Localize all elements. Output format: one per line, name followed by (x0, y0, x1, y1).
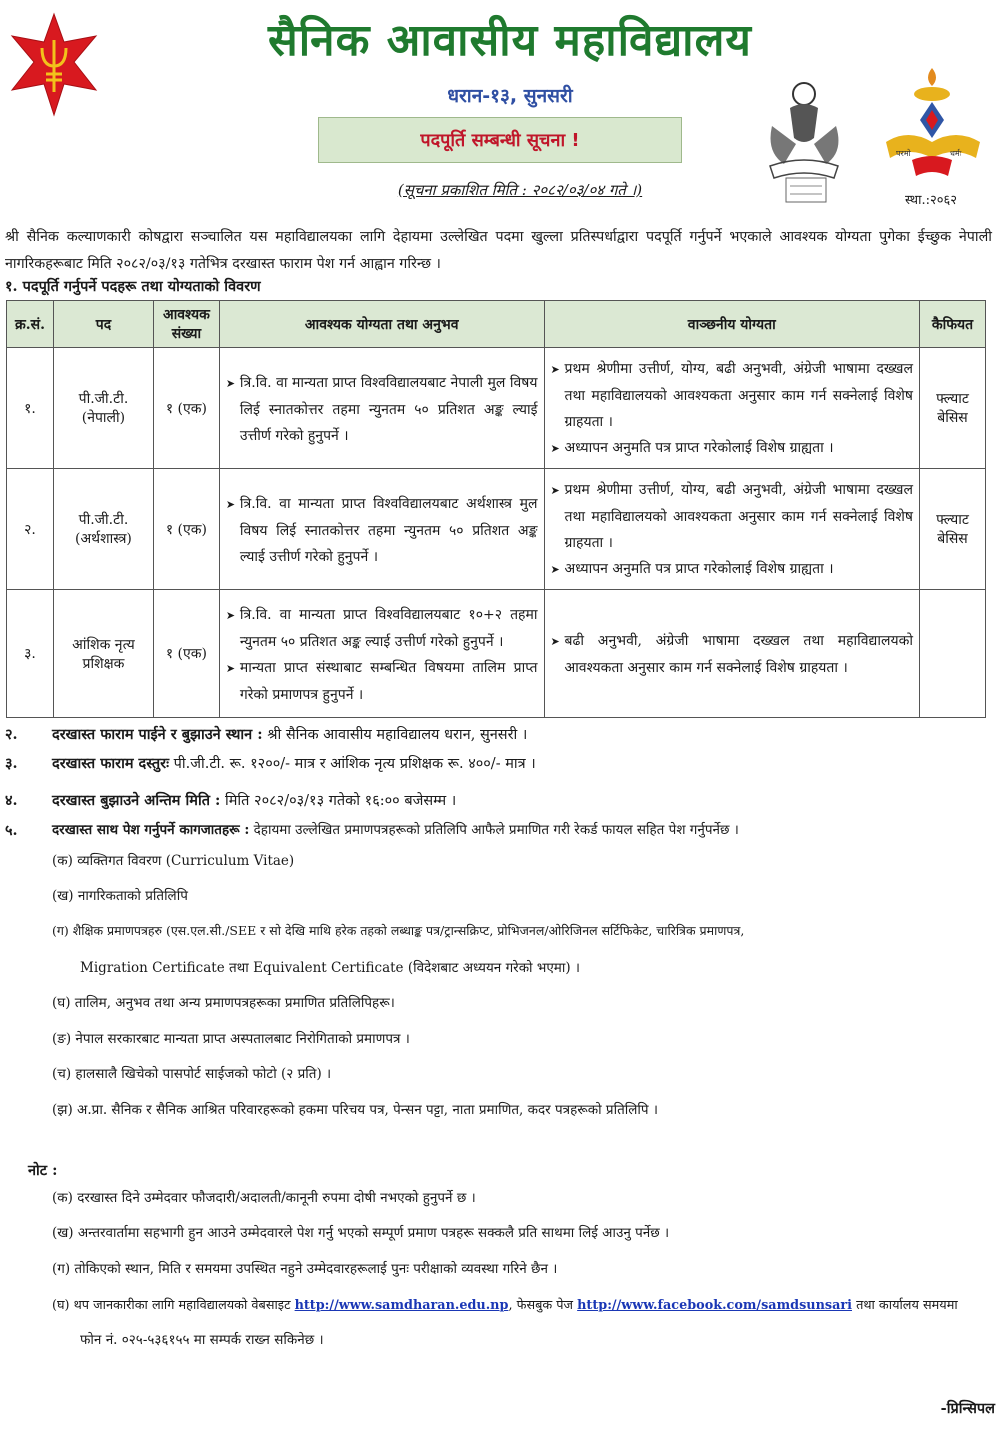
nepal-army-star-logo (8, 12, 100, 117)
document-item: (ग) शैक्षिक प्रमाणपत्रहरु (एस.एल.सी./SEE र सो देखि माथि हरेक तहको लब्धाङ्क पत्र/ट्रान्सक्रिप्ट, प्रोभिजनल/ओरिजिनल सर्टिफिकेट, चारित्रिक प्रमाणपत्र, (52, 923, 745, 938)
item-number: २. (5, 726, 18, 743)
cell-preferred (544, 469, 920, 590)
table-row (7, 348, 986, 469)
cell-preferred (544, 348, 920, 469)
note-item-continued: फोन नं. ०२५-५३६१५५ मा सम्पर्क राख्न सकिनेछ । (80, 1332, 324, 1348)
item-label: दरखास्त फाराम दस्तुरः (52, 755, 170, 772)
header-remarks: कैफियत (920, 301, 986, 348)
page-title: सैनिक आवासीय महाविद्यालय (268, 15, 752, 66)
cell-post: पी.जी.टी. (अर्थशास्त्र) (53, 469, 153, 590)
cell-count: १ (एक) (153, 590, 219, 718)
notice-title-box (318, 117, 682, 163)
cell-post: आंशिक नृत्य प्रशिक्षक (53, 590, 153, 718)
header-sn: क्र.सं. (7, 301, 54, 348)
item-text: श्री सैनिक आवासीय महाविद्यालय धरान, सुनसरी । (262, 727, 528, 743)
item-text: मिति २०८२/०३/१३ गतेको १६:०० बजेसम्म । (220, 793, 457, 809)
item-text: देहायमा उल्लेखित प्रमाणपत्रहरूको प्रतिलिपि आफैले प्रमाणित गरी रेकर्ड फायल सहित पेश गर्नुपर्नेछ । (249, 822, 739, 838)
published-date: (सूचना प्रकाशित मिति : २०८२/०३/०४ गते ।) (397, 181, 643, 199)
vacancy-table (6, 300, 986, 718)
established-year: स्था.:२०६२ (905, 193, 958, 208)
sainik-emblem-logo (878, 64, 988, 182)
note-item: (ख) अन्तरवार्तामा सहभागी हुन आउने उम्मेदवारले पेश गर्नु भएको सम्पूर्ण प्रमाण पत्रहरू सक्कलै प्रति साथमा लिई आउनु पर्नेछ । (52, 1225, 670, 1241)
emblem-text-left: परमो (896, 149, 911, 158)
document-item: (झ) अ.प्रा. सैनिक र सैनिक आश्रित परिवारहरूको हकमा परिचय पत्र, पेन्सन पट्टा, नाता प्रमाणित, कदर पत्रहरूको प्रतिलिपि । (52, 1102, 659, 1118)
required-item: ➤ त्रि.वि. वा मान्यता प्राप्त विश्वविद्यालयबाट नेपाली मुल विषय लिई स्नातकोत्तर तहमा न्युनतम ५० प्रतिशत अङ्क ल्याई उत्तीर्ण गरेको हुनुपर्ने । (226, 370, 538, 449)
college-crest-logo (752, 74, 860, 214)
note-gha-prefix: (घ) थप जानकारीका लागि महाविद्यालयको वेबसाइट (52, 1298, 295, 1313)
facebook-link[interactable]: http://www.facebook.com/samdsunsari (577, 1298, 852, 1313)
preferred-item: ➤ अध्यापन अनुमति पत्र प्राप्त गरेकोलाई विशेष ग्राह्यता । (551, 435, 914, 462)
note-item: (ग) तोकिएको स्थान, मिति र समयमा उपस्थित नहुने उम्मेदवारहरूलाई पुनः परीक्षाको व्यवस्था गरिने छैन । (52, 1261, 558, 1277)
cell-count: १ (एक) (153, 469, 219, 590)
table-row (7, 469, 986, 590)
item-label: दरखास्त बुझाउने अन्तिम मिति : (52, 792, 221, 809)
cell-required (219, 348, 544, 469)
item-number: ३. (5, 755, 18, 772)
document-item: (घ) तालिम, अनुभव तथा अन्य प्रमाणपत्रहरूका प्रमाणित प्रतिलिपिहरू। (52, 995, 395, 1011)
table-header-row (7, 301, 986, 348)
website-link[interactable]: http://www.samdharan.edu.np (294, 1298, 509, 1313)
document-item: (क) व्यक्तिगत विवरण (Curriculum Vitae) (52, 853, 295, 869)
document-item: (ङ) नेपाल सरकारबाट मान्यता प्राप्त अस्पतालबाट निरोगिताको प्रमाणपत्र । (52, 1031, 410, 1047)
cell-sn: २. (7, 469, 54, 590)
cell-preferred (544, 590, 920, 718)
note-item (52, 1295, 958, 1313)
required-item: ➤ मान्यता प्राप्त संस्थाबाट सम्बन्धित विषयमा तालिम प्राप्त गरेको प्रमाणपत्र हुनुपर्ने । (226, 655, 538, 708)
cell-sn: १. (7, 348, 54, 469)
principal-signature: -प्रिन्सिपल (940, 1400, 995, 1417)
item-number: ५. (5, 822, 18, 839)
note-gha-middle: , फेसबुक पेज (508, 1298, 578, 1313)
note-item: (क) दरखास्त दिने उम्मेदवार फौजदारी/अदालती/कानूनी रुपमा दोषी नभएको हुनुपर्ने छ । (52, 1190, 476, 1206)
preferred-item: ➤ बढी अनुभवी, अंग्रेजी भाषामा दख्खल तथा महाविद्यालयको आवश्यकता अनुसार काम गर्न सक्नेलाई विशेष ग्राहयता । (551, 628, 914, 681)
section1-title: १. पदपूर्ति गर्नुपर्ने पदहरू तथा योग्यताको विवरण (5, 278, 261, 295)
item-text: पी.जी.टी. रू. १२००/- मात्र र आंशिक नृत्य प्रशिक्षक रू. ४००/- मात्र । (169, 756, 536, 772)
cell-count: १ (एक) (153, 348, 219, 469)
preferred-item: ➤ अध्यापन अनुमति पत्र प्राप्त गरेकोलाई विशेष ग्राह्यता । (551, 556, 914, 583)
emblem-text-right: धर्मः (950, 149, 962, 158)
header-preferred: वाञ्छनीय योग्यता (544, 301, 920, 348)
note-gha-suffix: तथा कार्यालय समयमा (852, 1298, 958, 1313)
item-label: दरखास्त फाराम पाईने र बुझाउने स्थान : (52, 726, 263, 743)
note-title: नोट : (28, 1162, 58, 1179)
cell-post: पी.जी.टी. (नेपाली) (53, 348, 153, 469)
cell-required (219, 590, 544, 718)
intro-paragraph: श्री सैनिक कल्याणकारी कोषद्वारा सञ्चालित यस महाविद्यालयका लागि देहायमा उल्लेखित पदमा खुल्ला प्रतिस्पर्धाद्वारा पदपूर्ति गर्नुपर्ने भएकाले आवश्यक योग्यता पुगेका ईच्छुक नेपाली नागरिकहरूबाट मिति २०८२/०३/१३ गतेभित्र दरखास्त फाराम पेश गर्न आह्वान गरिन्छ । (5, 229, 992, 272)
document-item: (च) हालसालै खिचेको पासपोर्ट साईजको फोटो (२ प्रति) । (52, 1066, 332, 1082)
address-subtitle: धरान-१३, सुनसरी (447, 85, 573, 107)
header-required: आवश्यक योग्यता तथा अनुभव (219, 301, 544, 348)
required-item: ➤ त्रि.वि. वा मान्यता प्राप्त विश्वविद्यालयबाट १०+२ तहमा न्युनतम ५० प्रतिशत अङ्क ल्याई उत्तीर्ण गरेको हुनुपर्ने । (226, 602, 538, 655)
cell-remarks: फ्ल्याट बेसिस (920, 348, 986, 469)
document-item: (ख) नागरिकताको प्रतिलिपि (52, 888, 188, 904)
cell-required (219, 469, 544, 590)
preferred-item: ➤ प्रथम श्रेणीमा उत्तीर्ण, योग्य, बढी अनुभवी, अंग्रेजी भाषामा दख्खल तथा महाविद्यालयको आवश्यकता अनुसार काम गर्न सक्नेलाई विशेष ग्राहयता । (551, 477, 914, 556)
cell-remarks: फ्ल्याट बेसिस (920, 469, 986, 590)
table-row (7, 590, 986, 718)
document-item-continued: Migration Certificate तथा Equivalent Certificate (विदेशबाट अध्ययन गरेको भएमा) । (80, 960, 581, 976)
item-label: दरखास्त साथ पेश गर्नुपर्ने कागजातहरू : (52, 822, 250, 838)
required-item: ➤ त्रि.वि. वा मान्यता प्राप्त विश्वविद्यालयबाट अर्थशास्त्र मुल विषय लिई स्नातकोत्तर तहमा न्युनतम ५० प्रतिशत अङ्क ल्याई उत्तीर्ण गरेको हुनुपर्ने । (226, 491, 538, 570)
item-number: ४. (5, 792, 18, 809)
cell-remarks (920, 590, 986, 718)
notice-title: पदपूर्ति सम्बन्धी सूचना ! (420, 130, 580, 151)
header-post: पद (53, 301, 153, 348)
preferred-item: ➤ प्रथम श्रेणीमा उत्तीर्ण, योग्य, बढी अनुभवी, अंग्रेजी भाषामा दख्खल तथा महाविद्यालयको आवश्यकता अनुसार काम गर्न सक्नेलाई विशेष ग्राहयता । (551, 356, 914, 435)
cell-sn: ३. (7, 590, 54, 718)
header-count: आवश्यक संख्या (153, 301, 219, 348)
